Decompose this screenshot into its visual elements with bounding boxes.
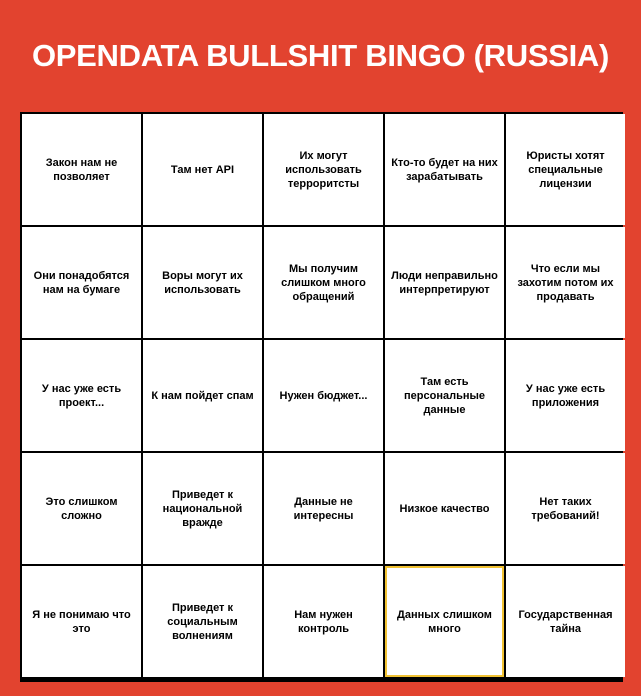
bingo-cell[interactable]: Что если мы захотим потом их продавать [506, 227, 625, 338]
bingo-cell[interactable]: Люди неправильно интерпретируют [385, 227, 504, 338]
bingo-cell[interactable]: Нам нужен контроль [264, 566, 383, 677]
page-title: OPENDATA BULLSHIT BINGO (RUSSIA) [31, 38, 610, 73]
bingo-cell[interactable]: Нужен бюджет... [264, 340, 383, 451]
bingo-cell[interactable]: Нет таких требований! [506, 453, 625, 564]
bingo-cell[interactable]: У нас уже есть проект... [22, 340, 141, 451]
bingo-cell[interactable]: Приведет к национальной вражде [143, 453, 262, 564]
bingo-cell[interactable]: Кто-то будет на них зарабатывать [385, 114, 504, 225]
bingo-grid [20, 112, 623, 682]
bingo-cell[interactable]: Они понадобятся нам на бумаге [22, 227, 141, 338]
bingo-cell[interactable]: Закон нам не позволяет [22, 114, 141, 225]
bingo-cell[interactable]: У нас уже есть приложения [506, 340, 625, 451]
bingo-cell-selected[interactable]: Данных слишком много [385, 566, 504, 677]
bingo-cell[interactable]: Это слишком сложно [22, 453, 141, 564]
bingo-cell[interactable]: Там есть персональные данные [385, 340, 504, 451]
bingo-cell[interactable]: К нам пойдет спам [143, 340, 262, 451]
bingo-cell[interactable]: Низкое качество [385, 453, 504, 564]
bingo-cell[interactable]: Воры могут их использовать [143, 227, 262, 338]
bingo-cell[interactable]: Там нет API [143, 114, 262, 225]
bingo-cell[interactable]: Государственная тайна [506, 566, 625, 677]
bingo-cell[interactable]: Юристы хотят специальные лицензии [506, 114, 625, 225]
bingo-cell[interactable]: Я не понимаю что это [22, 566, 141, 677]
bingo-cell[interactable]: Приведет к социальным волнениям [143, 566, 262, 677]
bingo-cell[interactable]: Данные не интересны [264, 453, 383, 564]
bingo-cell[interactable]: Мы получим слишком много обращений [264, 227, 383, 338]
bingo-cell[interactable]: Их могут использовать терроритсты [264, 114, 383, 225]
